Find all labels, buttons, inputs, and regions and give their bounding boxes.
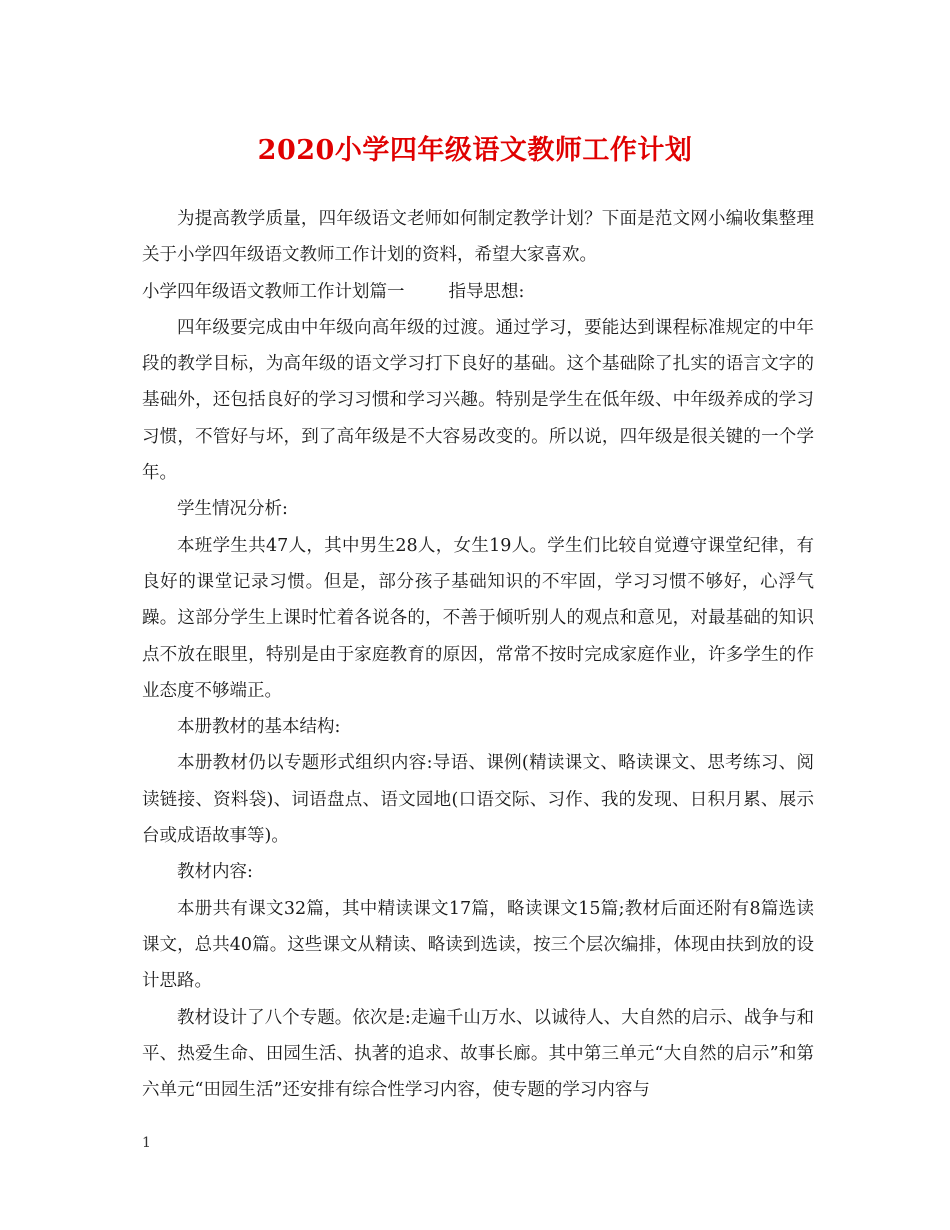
student-paragraph: 本班学生共47人，其中男生28人，女生19人。学生们比较自觉遵守课堂纪律，有良好的课堂记录习惯。但是，部分孩子基础知识的不牢固，学习习惯不够好，心浮气躁。这部分学生上课时忙着各说各的，不善于倾听别人的观点和意见，对最基础的知识点不放在眼里，特别是由于家庭教育的原因，常常不按时完成家庭作业，许多学生的作业态度不够端正。 xyxy=(142,535,814,701)
content-heading: 教材内容: xyxy=(177,862,253,883)
structure-paragraph: 本册教材仍以专题形式组织内容:导语、课例(精读课文、略读课文、思考练习、阅读链接、资料袋)、词语盘点、语文园地(口语交际、习作、我的发现、日积月累、展示台或成语故事等)。 xyxy=(142,753,814,847)
guiding-paragraph: 四年级要完成由中年级向高年级的过渡。通过学习，要能达到课程标准规定的中年段的教学目标，为高年级的语文学习打下良好的基础。这个基础除了扎实的语言文字的基础外，还包括良好的学习习惯和学习兴趣。特别是学生在低年级、中年级养成的学习习惯，不管好与坏，到了高年级是不大容易改变的。所以说，四年级是很关键的一个学年。 xyxy=(142,317,814,484)
page-number: 1 xyxy=(142,1135,151,1151)
student-heading: 学生情况分析: xyxy=(177,499,288,520)
section-title: 小学四年级语文教师工作计划篇一 xyxy=(142,281,405,302)
document-body xyxy=(142,201,814,1108)
content-paragraph: 本册共有课文32篇，其中精读课文17篇，略读课文15篇;教材后面还附有8篇选读课文，总共40篇。这些课文从精读、略读到选读，按三个层次编排，体现由扶到放的设计思路。 xyxy=(142,898,814,992)
guiding-heading: 指导思想: xyxy=(448,281,525,302)
section-line xyxy=(142,274,814,310)
intro-paragraph: 为提高教学质量，四年级语文老师如何制定教学计划？下面是范文网小编收集整理关于小学四年级语文教师工作计划的资料，希望大家喜欢。 xyxy=(142,209,814,266)
topics-paragraph: 教材设计了八个专题。依次是:走遍千山万水、以诚待人、大自然的启示、战争与和平、热爱生命、田园生活、执著的追求、故事长廊。其中第三单元“大自然的启示”和第六单元“田园生活”还安排有综合性学习内容，使专题的学习内容与 xyxy=(142,1007,814,1101)
document-title: 2020小学四年级语文教师工作计划 xyxy=(257,135,693,166)
structure-heading: 本册教材的基本结构: xyxy=(177,717,341,738)
